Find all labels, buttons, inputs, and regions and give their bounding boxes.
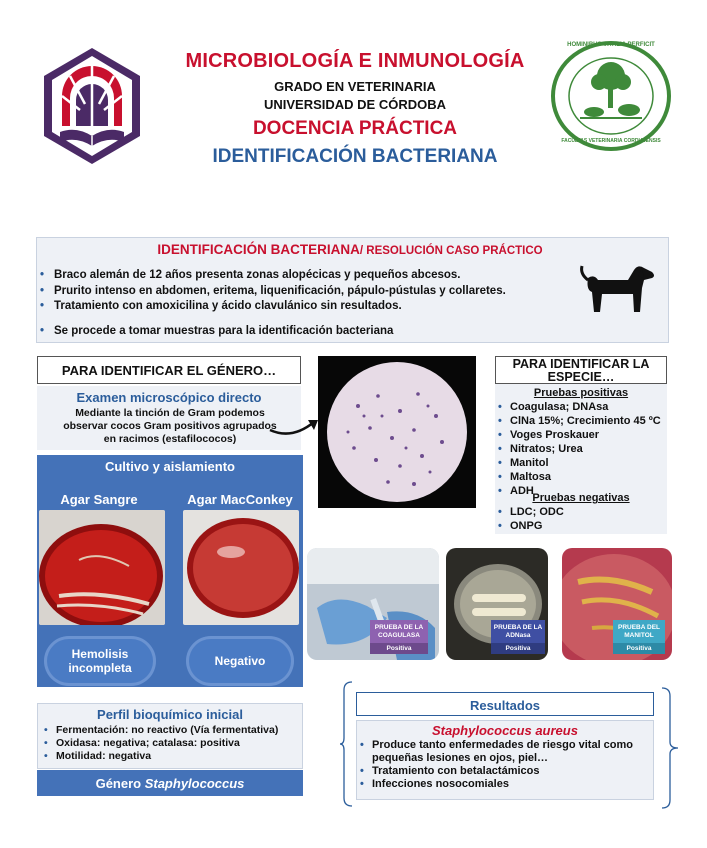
positive-title: Pruebas positivas xyxy=(533,387,629,399)
bio-list xyxy=(44,724,302,763)
species-heading-box xyxy=(495,356,667,384)
coagulase-label-name: PRUEBA DE LA COAGULASA xyxy=(370,620,428,643)
negative-cloud xyxy=(186,636,294,686)
positive-item: • Voges Proskauer xyxy=(498,428,666,442)
micro-title: Examen microscópico directo xyxy=(76,390,262,405)
results-item: • Tratamiento con betalactámicos xyxy=(360,765,652,778)
agar-macconkey-label: Agar MacConkey xyxy=(187,492,293,507)
case-title xyxy=(40,242,660,257)
genus-result-band xyxy=(37,770,303,796)
negative-title: Pruebas negativas xyxy=(532,492,630,504)
micro-text: Mediante la tinción de Gram podemos observar cocos Gram positivos agrupados en racimos (estafilococos) xyxy=(63,407,277,445)
blood-agar-photo xyxy=(39,510,165,625)
poster-title: MICROBIOLOGÍA E INMUNOLOGÍA xyxy=(185,50,525,72)
seal-text-bottom: FACULTAS VETERINARIA CORDUBENSIS xyxy=(561,138,661,144)
seal-text-top: HOMINIBUS VITALIA PERFICIT xyxy=(567,42,655,48)
case-title-main: IDENTIFICACIÓN BACTERIANA xyxy=(157,242,360,257)
mannitol-label xyxy=(613,620,665,654)
positive-item: • Maltosa xyxy=(498,470,666,484)
coagulase-label-result: Positiva xyxy=(370,643,428,654)
case-last-item: • Se procede a tomar muestras para la identificación bacteriana xyxy=(40,325,570,337)
hemolysis-cloud xyxy=(44,636,156,686)
bio-item: • Motilidad: negativa xyxy=(44,750,302,763)
results-organism: Staphylococcus aureus xyxy=(432,723,578,738)
university-text: UNIVERSIDAD DE CÓRDOBA xyxy=(263,97,446,112)
negative-list xyxy=(498,505,666,533)
right-bracket xyxy=(660,686,680,810)
macconkey-agar-photo xyxy=(183,510,299,625)
hemolysis-text: Hemolisis incompleta xyxy=(68,647,132,675)
dnase-label-name: PRUEBA DE LA ADNasa xyxy=(491,620,545,643)
bio-title: Perfil bioquímico inicial xyxy=(97,707,243,722)
results-heading: Resultados xyxy=(469,698,541,713)
culture-title: Cultivo y aislamiento xyxy=(104,459,236,474)
genus-result-prefix: Género xyxy=(95,776,145,791)
mannitol-label-name: PRUEBA DEL MANITOL xyxy=(613,620,665,643)
case-item: • Prurito intenso en abdomen, eritema, liquenificación, pápulo-pústulas y collaretes. xyxy=(40,284,570,300)
positive-item: • Nitratos; Urea xyxy=(498,442,666,456)
case-list xyxy=(40,268,570,315)
dnase-label-result: Positiva xyxy=(491,643,545,654)
bio-item: • Fermentación: no reactivo (Vía fermentativa) xyxy=(44,724,302,737)
case-title-sub: / RESOLUCIÓN CASO PRÁCTICO xyxy=(359,245,543,257)
results-item: • Produce tanto enfermedades de riesgo vital como pequeñas lesiones en ojos, piel… xyxy=(360,739,652,765)
bio-item: • Oxidasa: negativa; catalasa: positiva xyxy=(44,737,302,750)
arrow-icon xyxy=(268,410,320,440)
results-item: • Infecciones nosocomiales xyxy=(360,778,652,791)
mannitol-label-result: Positiva xyxy=(613,643,665,654)
genus-heading-box xyxy=(37,356,301,384)
dog-icon xyxy=(578,264,656,316)
uco-logo xyxy=(40,46,144,166)
negative-text: Negativo xyxy=(214,654,266,668)
results-heading-box xyxy=(356,692,654,716)
dnase-label xyxy=(491,620,545,654)
gram-stain-photo xyxy=(318,356,476,508)
topic-title: IDENTIFICACIÓN BACTERIANA xyxy=(212,146,498,167)
results-list xyxy=(360,739,652,791)
teaching-title: DOCENCIA PRÁCTICA xyxy=(252,118,458,139)
agar-sangre-label: Agar Sangre xyxy=(60,492,138,507)
faculty-seal-icon xyxy=(550,40,672,152)
case-item: • Tratamiento con amoxicilina y ácido clavulánico sin resultados. xyxy=(40,299,570,315)
left-bracket xyxy=(340,680,354,808)
genus-heading: PARA IDENTIFICAR EL GÉNERO… xyxy=(61,363,277,378)
positive-list xyxy=(498,400,666,498)
coagulase-label xyxy=(370,620,428,654)
negative-item: • ONPG xyxy=(498,519,666,533)
negative-item: • LDC; ODC xyxy=(498,505,666,519)
positive-item: • ClNa 15%; Crecimiento 45 ºC xyxy=(498,414,666,428)
positive-item: • Coagulasa; DNAsa xyxy=(498,400,666,414)
degree-text: GRADO EN VETERINARIA xyxy=(274,79,436,94)
positive-item: • Manitol xyxy=(498,456,666,470)
species-heading: PARA IDENTIFICAR LA ESPECIE… xyxy=(512,357,650,384)
positive-item: • ADH xyxy=(498,484,666,498)
genus-result-name: Staphylococcus xyxy=(144,776,245,791)
case-item: • Braco alemán de 12 años presenta zonas alopécicas y pequeños abcesos. xyxy=(40,268,570,284)
